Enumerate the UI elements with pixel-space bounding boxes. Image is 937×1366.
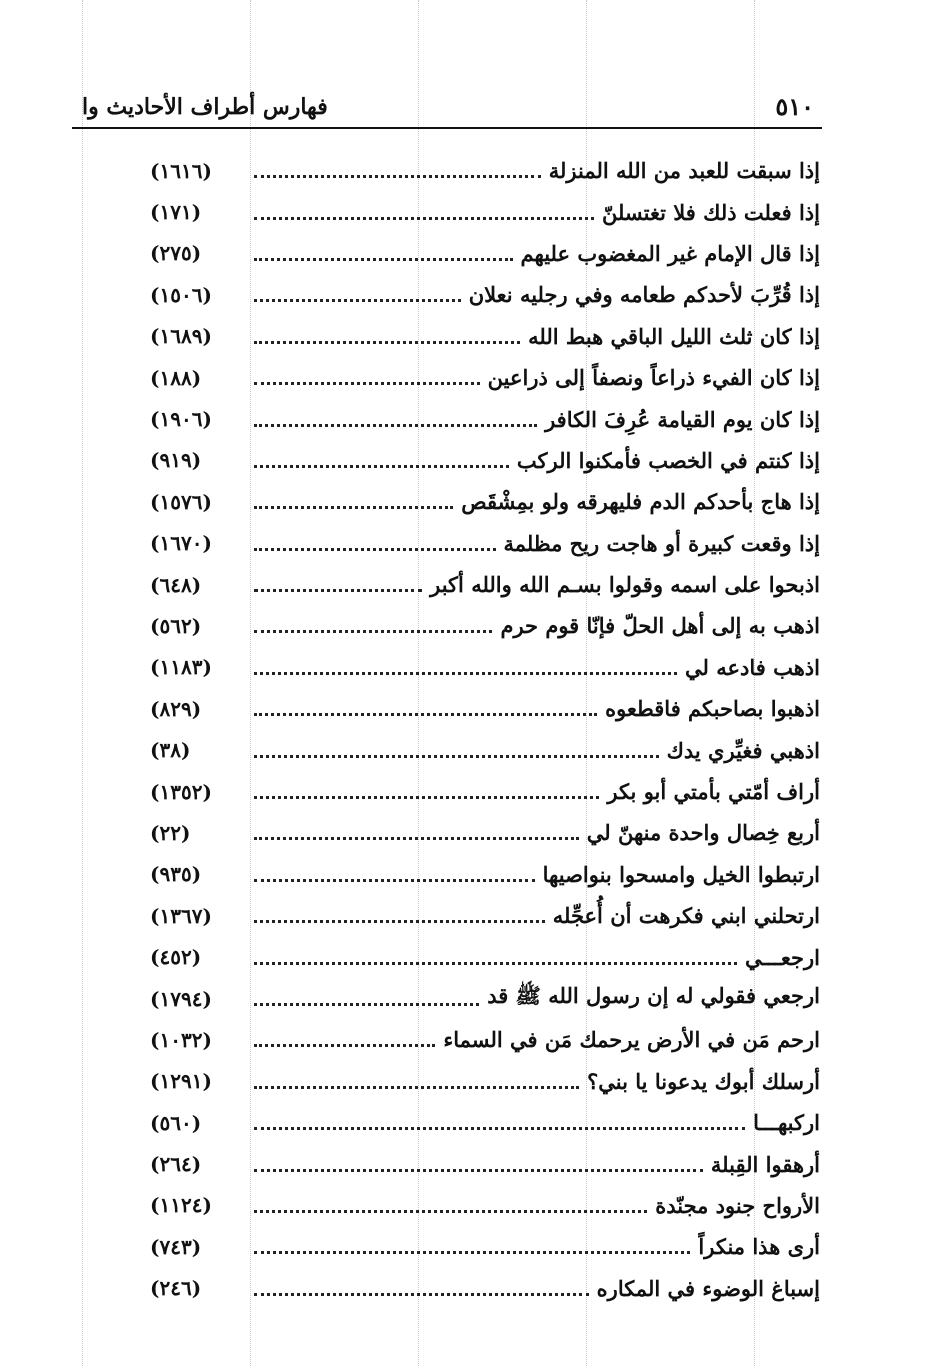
dot-leader bbox=[254, 382, 480, 385]
index-entry bbox=[150, 1061, 820, 1102]
running-title: فهارس أطراف الأحاديث وا bbox=[82, 94, 328, 120]
dot-leader bbox=[254, 424, 537, 427]
hadith-phrase: اذهب به إلى أهل الحلّ فإنّا قوم حرم bbox=[500, 613, 820, 639]
dot-leader bbox=[254, 796, 599, 799]
hadith-phrase: إذا قُرِّبَ لأحدكم طعامه وفي رجليه نعلان bbox=[468, 282, 820, 308]
hadith-number: (١٦١٦) bbox=[150, 158, 212, 183]
hadith-phrase: اذهبوا بصاحبكم فاقطعوه bbox=[605, 696, 820, 722]
hadith-phrase: أراف أمّتي بأمتي أبو بكر bbox=[607, 779, 820, 805]
hadith-phrase: ارحم مَن في الأرض يرحمك مَن في السماء bbox=[443, 1027, 820, 1053]
index-entry bbox=[150, 191, 820, 232]
hadith-phrase: ارتبطوا الخيل وامسحوا بنواصيها bbox=[542, 861, 820, 887]
hadith-phrase: إذا كان ثلث الليل الباقي هبط الله bbox=[528, 323, 820, 349]
hadith-phrase: إذا كان يوم القيامة عُرِفَ الكافر bbox=[545, 406, 820, 432]
dot-leader bbox=[254, 962, 737, 965]
hadith-number: (٦٤٨) bbox=[150, 572, 202, 597]
index-entry bbox=[150, 1268, 820, 1309]
dot-leader bbox=[254, 630, 492, 633]
page-number: ٥١٠ bbox=[775, 92, 814, 121]
hadith-number: (٢٧٥) bbox=[150, 241, 202, 266]
index-entry bbox=[150, 978, 820, 1019]
dot-leader bbox=[254, 672, 677, 675]
dot-leader bbox=[254, 1293, 589, 1296]
dot-leader bbox=[254, 1003, 479, 1006]
hadith-phrase: اذهب فادعه لي bbox=[685, 654, 820, 680]
hadith-phrase: إذا فعلت ذلك فلا تغتسلنّ bbox=[601, 199, 820, 225]
hadith-number: (٢٦٤) bbox=[150, 1152, 202, 1177]
hadith-phrase: أرهقوا القِبلة bbox=[710, 1151, 820, 1177]
index-entry bbox=[150, 936, 820, 977]
page-header bbox=[72, 88, 820, 128]
index-entry bbox=[150, 812, 820, 853]
dot-leader bbox=[254, 465, 509, 468]
hadith-phrase: إذا وقعت كبيرة أو هاجت ريح مظلمة bbox=[503, 530, 820, 556]
dot-leader bbox=[254, 1086, 579, 1089]
hadith-phrase: ارتحلني ابني فكرهت أن أُعجِّله bbox=[552, 903, 820, 929]
index-entry bbox=[150, 688, 820, 729]
dot-leader bbox=[254, 589, 422, 592]
hadith-number: (١٨٨) bbox=[150, 365, 202, 390]
index-entry bbox=[150, 564, 820, 605]
hadith-number: (١٩٠٦) bbox=[150, 407, 212, 432]
hadith-index-list bbox=[150, 150, 820, 1309]
index-entry bbox=[150, 729, 820, 770]
index-entry bbox=[150, 1185, 820, 1226]
index-entry bbox=[150, 1143, 820, 1184]
hadith-number: (٧٤٣) bbox=[150, 1234, 202, 1259]
index-entry bbox=[150, 771, 820, 812]
index-entry bbox=[150, 150, 820, 191]
index-entry bbox=[150, 647, 820, 688]
dot-leader bbox=[254, 879, 535, 882]
index-entry bbox=[150, 357, 820, 398]
hadith-number: (١٥٠٦) bbox=[150, 282, 212, 307]
index-entry bbox=[150, 523, 820, 564]
dot-leader bbox=[254, 1251, 690, 1254]
index-entry bbox=[150, 274, 820, 315]
dot-leader bbox=[254, 506, 453, 509]
hadith-number: (١٦٧٠) bbox=[150, 531, 212, 556]
hadith-phrase: إذا قال الإمام غير المغضوب عليهم bbox=[520, 240, 820, 266]
hadith-phrase: أرى هذا منكراً bbox=[698, 1234, 820, 1260]
hadith-number: (٨٢٩) bbox=[150, 696, 202, 721]
dot-leader bbox=[254, 341, 520, 344]
hadith-phrase: ارجعي فقولي له إن رسول الله ﷺ قد bbox=[487, 983, 820, 1008]
hadith-phrase: أربع خِصال واحدة منهنّ لي bbox=[586, 820, 820, 846]
hadith-phrase: الأرواح جنود مجنّدة bbox=[655, 1192, 820, 1218]
hadith-phrase: اذهبي فغيِّري يدك bbox=[666, 737, 820, 763]
hadith-phrase: اركبهـــا bbox=[753, 1110, 820, 1136]
dot-leader bbox=[254, 175, 541, 178]
hadith-number: (١٢٩١) bbox=[150, 1069, 212, 1094]
index-entry bbox=[150, 1226, 820, 1267]
hadith-number: (٤٥٢) bbox=[150, 945, 202, 970]
hadith-phrase: إذا كان الفيء ذراعاً ونصفاً إلى ذراعين bbox=[487, 365, 820, 391]
hadith-number: (٢٢) bbox=[150, 820, 191, 845]
index-entry bbox=[150, 398, 820, 439]
hadith-number: (١١٨٣) bbox=[150, 655, 212, 680]
dot-leader bbox=[254, 217, 594, 220]
hadith-number: (١٠٣٢) bbox=[150, 1027, 212, 1052]
dot-leader bbox=[254, 548, 496, 551]
dot-leader bbox=[254, 1210, 647, 1213]
index-entry bbox=[150, 1102, 820, 1143]
hadith-number: (١٧١) bbox=[150, 200, 202, 225]
dot-leader bbox=[254, 755, 659, 758]
hadith-number: (١٣٥٢) bbox=[150, 779, 212, 804]
hadith-number: (١٣٦٧) bbox=[150, 903, 212, 928]
hadith-phrase: إذا كنتم في الخصب فأمكنوا الركب bbox=[516, 447, 820, 473]
index-entry bbox=[150, 854, 820, 895]
hadith-number: (٩٣٥) bbox=[150, 862, 202, 887]
index-entry bbox=[150, 1019, 820, 1060]
dot-leader bbox=[254, 713, 597, 716]
hadith-phrase: إسباغ الوضوء في المكاره bbox=[596, 1275, 820, 1301]
index-entry bbox=[150, 316, 820, 357]
hadith-phrase: اذبحوا على اسمه وقولوا بسـم الله والله أكبر bbox=[430, 572, 820, 598]
dot-leader bbox=[254, 837, 579, 840]
hadith-number: (٥٦٢) bbox=[150, 613, 202, 638]
hadith-phrase: أرسلك أبوك يدعونا يا بني؟ bbox=[587, 1068, 820, 1094]
dot-leader bbox=[254, 920, 545, 923]
hadith-number: (٣٨) bbox=[150, 738, 191, 763]
hadith-number: (١٧٩٤) bbox=[150, 986, 212, 1011]
hadith-phrase: ارجعـــي bbox=[744, 944, 820, 970]
dot-leader bbox=[254, 1044, 435, 1047]
hadith-phrase: إذا هاج بأحدكم الدم فليهرقه ولو بمِشْقَص bbox=[461, 489, 820, 515]
dot-leader bbox=[254, 258, 513, 261]
index-entry bbox=[150, 605, 820, 646]
dot-leader bbox=[254, 1127, 745, 1130]
hadith-number: (٢٤٦) bbox=[150, 1276, 202, 1301]
hadith-number: (٥٦٠) bbox=[150, 1110, 202, 1135]
scan-guide-line bbox=[82, 0, 83, 1366]
index-entry bbox=[150, 895, 820, 936]
dot-leader bbox=[254, 1169, 703, 1172]
hadith-number: (١٥٧٦) bbox=[150, 489, 212, 514]
hadith-number: (١٦٨٩) bbox=[150, 324, 212, 349]
hadith-phrase: إذا سبقت للعبد من الله المنزلة bbox=[548, 158, 820, 184]
hadith-number: (٩١٩) bbox=[150, 448, 202, 473]
index-entry bbox=[150, 481, 820, 522]
dot-leader bbox=[254, 299, 461, 302]
index-entry bbox=[150, 233, 820, 274]
header-rule bbox=[72, 127, 822, 129]
index-entry bbox=[150, 440, 820, 481]
hadith-number: (١١٢٤) bbox=[150, 1193, 212, 1218]
